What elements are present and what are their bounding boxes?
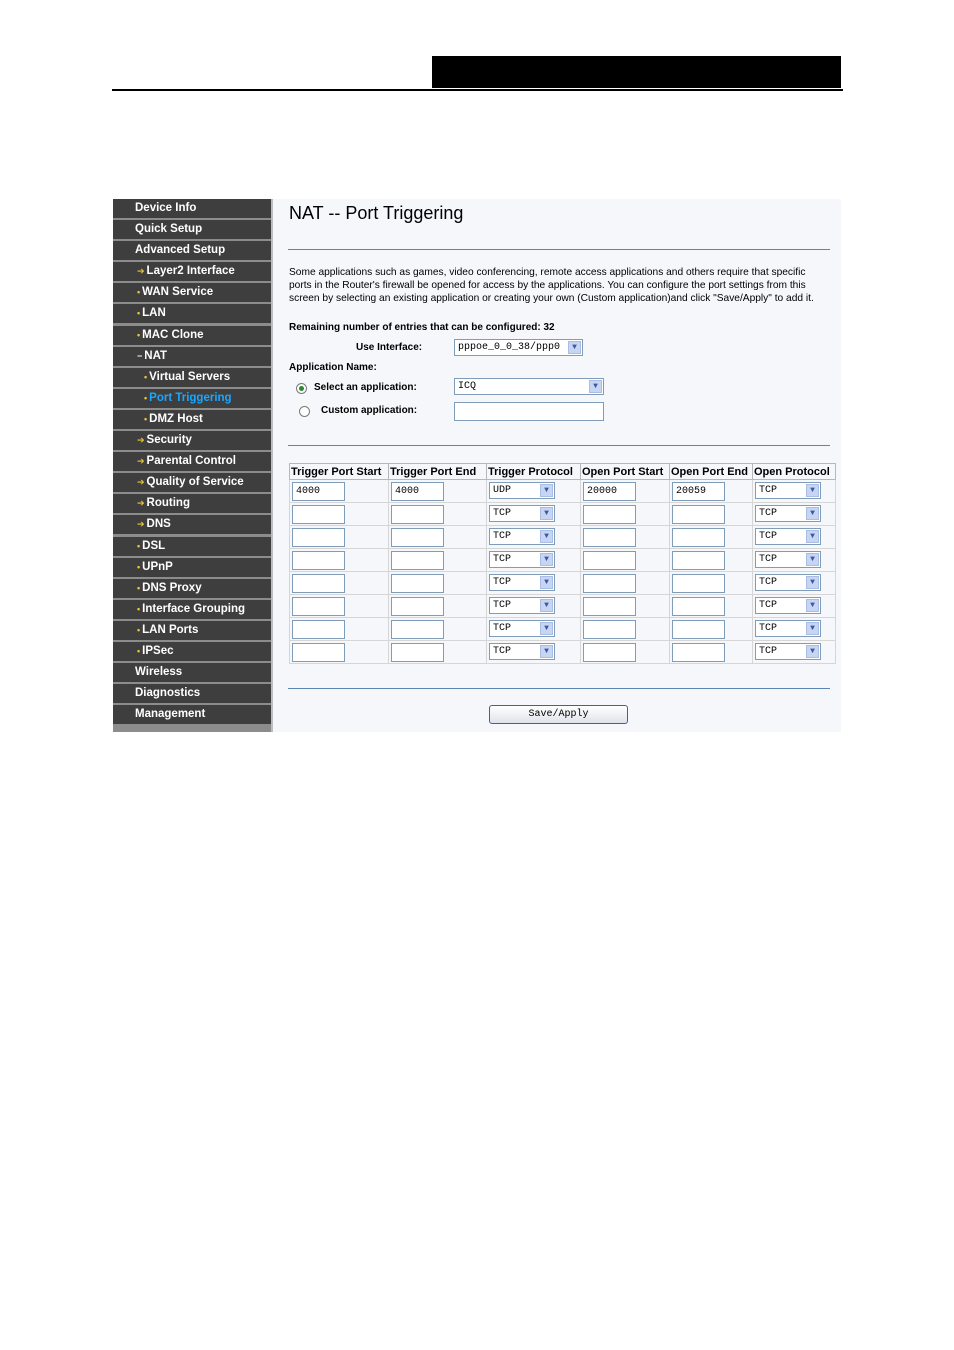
table-cell — [290, 526, 389, 549]
open-port-end-input[interactable] — [672, 643, 725, 662]
sidebar-item-dmz-host[interactable] — [113, 410, 271, 429]
table-cell — [487, 549, 581, 572]
table-cell — [753, 503, 836, 526]
open-protocol-select[interactable] — [755, 528, 821, 545]
table-cell — [581, 549, 670, 572]
table-cell — [753, 480, 836, 503]
protocol-value: TCP — [493, 600, 512, 612]
sidebar-item-label: Security — [146, 434, 192, 447]
chevron-down-icon: ▼ — [540, 484, 553, 497]
remaining-entries: Remaining number of entries that can be configured: 32 — [289, 322, 555, 333]
table-cell — [670, 572, 753, 595]
protocol-value: TCP — [759, 623, 778, 635]
sidebar-item-lan[interactable] — [113, 304, 271, 323]
dot-bullet-icon: • — [137, 329, 141, 340]
protocol-value: TCP — [493, 531, 512, 543]
open-protocol-select[interactable] — [755, 597, 821, 614]
protocol-value: TCP — [493, 554, 512, 566]
page-title: NAT -- Port Triggering — [289, 203, 464, 223]
dot-bullet-icon: • — [144, 371, 148, 382]
dot-bullet-icon: • — [137, 624, 141, 635]
chevron-down-icon: ▼ — [806, 576, 819, 589]
chevron-down-icon: ▼ — [540, 645, 553, 658]
sidebar-item-dns-proxy[interactable] — [113, 579, 271, 598]
table-cell — [290, 572, 389, 595]
table-cell — [581, 641, 670, 664]
trigger-protocol-select[interactable] — [489, 551, 555, 568]
application-select[interactable] — [454, 378, 604, 395]
sidebar-item-mac-clone[interactable] — [113, 326, 271, 345]
column-header: Trigger Port Start — [290, 464, 389, 480]
table-cell — [487, 618, 581, 641]
trigger-port-start-input[interactable] — [292, 574, 345, 593]
table-row — [290, 572, 836, 595]
trigger-protocol-select[interactable] — [489, 505, 555, 522]
table-cell — [753, 595, 836, 618]
open-port-start-input[interactable] — [583, 597, 636, 616]
trigger-port-start-input[interactable] — [292, 620, 345, 639]
sidebar-item-label: Virtual Servers — [149, 370, 231, 383]
trigger-port-start-input[interactable] — [292, 643, 345, 662]
sidebar-item-label: Management — [135, 708, 206, 721]
trigger-port-end-input[interactable] — [391, 574, 444, 593]
open-port-end-input[interactable]: 20059 — [672, 482, 725, 501]
sidebar-item-label: IPSec — [142, 644, 174, 657]
table-cell — [753, 641, 836, 664]
table-cell — [290, 641, 389, 664]
sidebar-item-virtual-servers[interactable] — [113, 368, 271, 387]
trigger-protocol-select[interactable] — [489, 528, 555, 545]
trigger-protocol-select[interactable] — [489, 643, 555, 660]
chevron-down-icon: ▼ — [589, 380, 602, 393]
arrow-bullet-icon: ➔ — [137, 498, 145, 509]
protocol-value: TCP — [493, 646, 512, 658]
sidebar-item-label: LAN Ports — [142, 623, 199, 636]
sidebar-item-label: Device Info — [135, 202, 197, 214]
sidebar-item-label: Port Triggering — [149, 391, 232, 404]
table-cell — [290, 595, 389, 618]
save-apply-button[interactable]: Save/Apply — [489, 705, 628, 724]
trigger-port-end-input[interactable] — [391, 505, 444, 524]
dot-bullet-icon: • — [137, 603, 141, 614]
trigger-port-end-input[interactable] — [391, 620, 444, 639]
table-cell — [389, 480, 487, 503]
arrow-bullet-icon: ➔ — [137, 477, 145, 488]
trigger-protocol-select[interactable] — [489, 574, 555, 591]
sidebar-item-label: Interface Grouping — [142, 602, 246, 615]
open-port-start-input[interactable] — [583, 551, 636, 570]
open-protocol-select[interactable] — [755, 643, 821, 660]
dot-bullet-icon: • — [144, 413, 148, 424]
select-application-radio[interactable] — [296, 383, 307, 394]
table-cell — [389, 503, 487, 526]
chevron-down-icon: ▼ — [806, 507, 819, 520]
sidebar-item-layer2-interface[interactable] — [113, 262, 271, 281]
table-cell — [670, 641, 753, 664]
open-port-start-input[interactable] — [583, 574, 636, 593]
protocol-value: UDP — [493, 485, 512, 497]
port-trigger-table — [289, 463, 836, 664]
protocol-value: TCP — [759, 577, 778, 589]
table-cell — [487, 641, 581, 664]
divider — [288, 249, 830, 250]
protocol-value: TCP — [493, 508, 512, 520]
chevron-down-icon: ▼ — [806, 553, 819, 566]
chevron-down-icon: ▼ — [540, 599, 553, 612]
table-row — [290, 618, 836, 641]
protocol-value: TCP — [759, 554, 778, 566]
table-cell — [290, 618, 389, 641]
trigger-port-end-input[interactable] — [391, 597, 444, 616]
trigger-port-start-input[interactable] — [292, 505, 345, 524]
custom-application-radio[interactable] — [299, 406, 310, 417]
table-cell — [290, 480, 389, 503]
sidebar-item-port-triggering[interactable] — [113, 389, 271, 408]
sidebar-item-label: MAC Clone — [142, 328, 204, 341]
arrow-bullet-icon: ➔ — [137, 435, 145, 446]
column-header: Trigger Port End — [389, 464, 487, 480]
chevron-down-icon: ▼ — [540, 507, 553, 520]
column-header: Open Protocol — [753, 464, 836, 480]
table-cell — [487, 595, 581, 618]
protocol-value: TCP — [759, 646, 778, 658]
table-cell — [389, 549, 487, 572]
table-cell — [389, 572, 487, 595]
sidebar-item-diagnostics[interactable] — [113, 684, 271, 703]
table-row — [290, 641, 836, 664]
chevron-down-icon: ▼ — [540, 576, 553, 589]
trigger-port-start-input[interactable]: 4000 — [292, 482, 345, 501]
sidebar-item-device-info[interactable] — [113, 199, 271, 218]
table-row — [290, 480, 836, 503]
table-row — [290, 595, 836, 618]
sidebar-item-label: Advanced Setup — [135, 244, 226, 257]
sidebar-item-routing[interactable] — [113, 494, 271, 513]
table-cell — [487, 480, 581, 503]
trigger-port-start-input[interactable] — [292, 597, 345, 616]
open-protocol-select[interactable] — [755, 482, 821, 499]
open-port-end-input[interactable] — [672, 597, 725, 616]
description-text: Some applications such as games, video conferencing, remote access applications and others require that specific ports in the Router's firewall be opened for access by the applications. You can configure the port settings from this screen by selecting an existing application or creating your own (Custom application)and click "Save/Apply" to add it. — [289, 267, 814, 304]
chevron-down-icon: ▼ — [806, 530, 819, 543]
trigger-port-start-input[interactable] — [292, 528, 345, 547]
sidebar-item-security[interactable] — [113, 431, 271, 450]
table-cell — [389, 595, 487, 618]
open-port-end-input[interactable] — [672, 551, 725, 570]
sidebar-item-upnp[interactable] — [113, 558, 271, 577]
table-cell — [670, 549, 753, 572]
sidebar — [113, 199, 271, 732]
table-cell — [670, 480, 753, 503]
open-port-end-input[interactable] — [672, 574, 725, 593]
trigger-protocol-select[interactable] — [489, 620, 555, 637]
select-application-label: Select an application: — [314, 382, 417, 393]
column-header: Open Port End — [670, 464, 753, 480]
use-interface-value: pppoe_0_0_38/ppp0 — [458, 342, 561, 353]
table-cell — [487, 503, 581, 526]
table-cell — [581, 595, 670, 618]
sidebar-item-label: UPnP — [142, 560, 173, 573]
chevron-down-icon: ▼ — [540, 622, 553, 635]
sidebar-item-label: DNS — [146, 518, 171, 531]
open-port-start-input[interactable]: 20000 — [583, 482, 636, 501]
table-cell — [389, 641, 487, 664]
table-cell — [753, 526, 836, 549]
header-bar — [432, 56, 841, 88]
use-interface-select[interactable] — [454, 339, 583, 356]
sidebar-item-quality-of-service[interactable] — [113, 473, 271, 492]
minus-icon: − — [137, 350, 143, 361]
sidebar-item-label: WAN Service — [142, 286, 214, 299]
open-port-end-input[interactable] — [672, 528, 725, 547]
sidebar-item-management[interactable] — [113, 705, 271, 724]
use-interface-label: Use Interface: — [356, 342, 423, 353]
sidebar-item-parental-control[interactable] — [113, 452, 271, 471]
chevron-down-icon: ▼ — [806, 599, 819, 612]
protocol-value: TCP — [493, 623, 512, 635]
dot-bullet-icon: • — [137, 561, 141, 572]
chevron-down-icon: ▼ — [568, 341, 581, 354]
trigger-port-end-input[interactable] — [391, 551, 444, 570]
open-protocol-select[interactable] — [755, 574, 821, 591]
sidebar-item-label: Layer2 Interface — [146, 265, 235, 278]
table-cell — [581, 572, 670, 595]
open-port-start-input[interactable] — [583, 528, 636, 547]
column-header: Trigger Protocol — [487, 464, 581, 480]
table-cell — [753, 572, 836, 595]
table-row — [290, 503, 836, 526]
sidebar-item-label: DMZ Host — [149, 412, 203, 425]
sidebar-item-wan-service[interactable] — [113, 283, 271, 302]
arrow-bullet-icon: ➔ — [137, 519, 145, 530]
open-port-start-input[interactable] — [583, 505, 636, 524]
sidebar-item-advanced-setup[interactable] — [113, 241, 271, 260]
sidebar-item-label: Quality of Service — [146, 476, 244, 489]
trigger-port-start-input[interactable] — [292, 551, 345, 570]
table-cell — [670, 503, 753, 526]
table-cell — [670, 595, 753, 618]
open-protocol-select[interactable] — [755, 620, 821, 637]
table-cell — [290, 549, 389, 572]
dot-bullet-icon: • — [137, 540, 141, 551]
main-panel — [273, 199, 841, 732]
table-cell — [581, 526, 670, 549]
dot-bullet-icon: • — [137, 645, 141, 656]
sidebar-item-lan-ports[interactable] — [113, 621, 271, 640]
sidebar-item-wireless[interactable] — [113, 663, 271, 682]
open-protocol-select[interactable] — [755, 551, 821, 568]
divider — [288, 688, 830, 689]
sidebar-item-label: Wireless — [135, 666, 183, 679]
table-cell — [753, 549, 836, 572]
trigger-protocol-select[interactable] — [489, 482, 555, 499]
trigger-protocol-select[interactable] — [489, 597, 555, 614]
open-port-end-input[interactable] — [672, 505, 725, 524]
table-row — [290, 526, 836, 549]
table-cell — [487, 572, 581, 595]
divider — [288, 445, 830, 446]
sidebar-item-nat[interactable] — [113, 347, 271, 366]
custom-application-input[interactable] — [454, 402, 604, 421]
sidebar-item-label: DNS Proxy — [142, 581, 202, 594]
sidebar-item-dns[interactable] — [113, 515, 271, 534]
chevron-down-icon: ▼ — [540, 553, 553, 566]
open-protocol-select[interactable] — [755, 505, 821, 522]
table-cell — [581, 503, 670, 526]
sidebar-item-label: LAN — [142, 307, 166, 320]
open-port-end-input[interactable] — [672, 620, 725, 639]
table-cell — [389, 618, 487, 641]
table-cell — [581, 480, 670, 503]
protocol-value: TCP — [759, 600, 778, 612]
arrow-bullet-icon: ➔ — [137, 266, 145, 277]
dot-bullet-icon: • — [137, 287, 141, 298]
chevron-down-icon: ▼ — [806, 484, 819, 497]
sidebar-item-dsl[interactable] — [113, 537, 271, 556]
table-cell — [290, 503, 389, 526]
sidebar-item-quick-setup[interactable] — [113, 220, 271, 239]
sidebar-item-label: DSL — [142, 539, 166, 552]
chevron-down-icon: ▼ — [806, 622, 819, 635]
table-cell — [581, 618, 670, 641]
arrow-bullet-icon: ➔ — [137, 456, 145, 467]
dot-bullet-icon: • — [144, 392, 148, 403]
table-cell — [670, 526, 753, 549]
table-cell — [670, 618, 753, 641]
protocol-value: TCP — [759, 508, 778, 520]
trigger-port-end-input[interactable] — [391, 643, 444, 662]
protocol-value: TCP — [493, 577, 512, 589]
trigger-port-end-input[interactable]: 4000 — [391, 482, 444, 501]
sidebar-item-label: Routing — [146, 497, 190, 510]
application-value: ICQ — [458, 381, 477, 392]
dot-bullet-icon: • — [137, 308, 141, 319]
table-cell — [487, 526, 581, 549]
application-name-label: Application Name: — [289, 362, 377, 373]
trigger-port-end-input[interactable] — [391, 528, 444, 547]
protocol-value: TCP — [759, 531, 778, 543]
sidebar-item-ipsec[interactable] — [113, 642, 271, 661]
custom-application-label: Custom application: — [321, 405, 418, 416]
open-port-start-input[interactable] — [583, 620, 636, 639]
header-rule — [112, 89, 843, 91]
sidebar-item-label: Parental Control — [146, 455, 237, 468]
table-row — [290, 549, 836, 572]
protocol-value: TCP — [759, 485, 778, 497]
open-port-start-input[interactable] — [583, 643, 636, 662]
column-header: Open Port Start — [581, 464, 670, 480]
sidebar-item-label: Diagnostics — [135, 687, 201, 700]
chevron-down-icon: ▼ — [540, 530, 553, 543]
sidebar-item-label: Quick Setup — [135, 223, 203, 236]
table-cell — [389, 526, 487, 549]
table-cell — [753, 618, 836, 641]
sidebar-item-interface-grouping[interactable] — [113, 600, 271, 619]
dot-bullet-icon: • — [137, 582, 141, 593]
chevron-down-icon: ▼ — [806, 645, 819, 658]
sidebar-item-label: NAT — [144, 349, 168, 362]
